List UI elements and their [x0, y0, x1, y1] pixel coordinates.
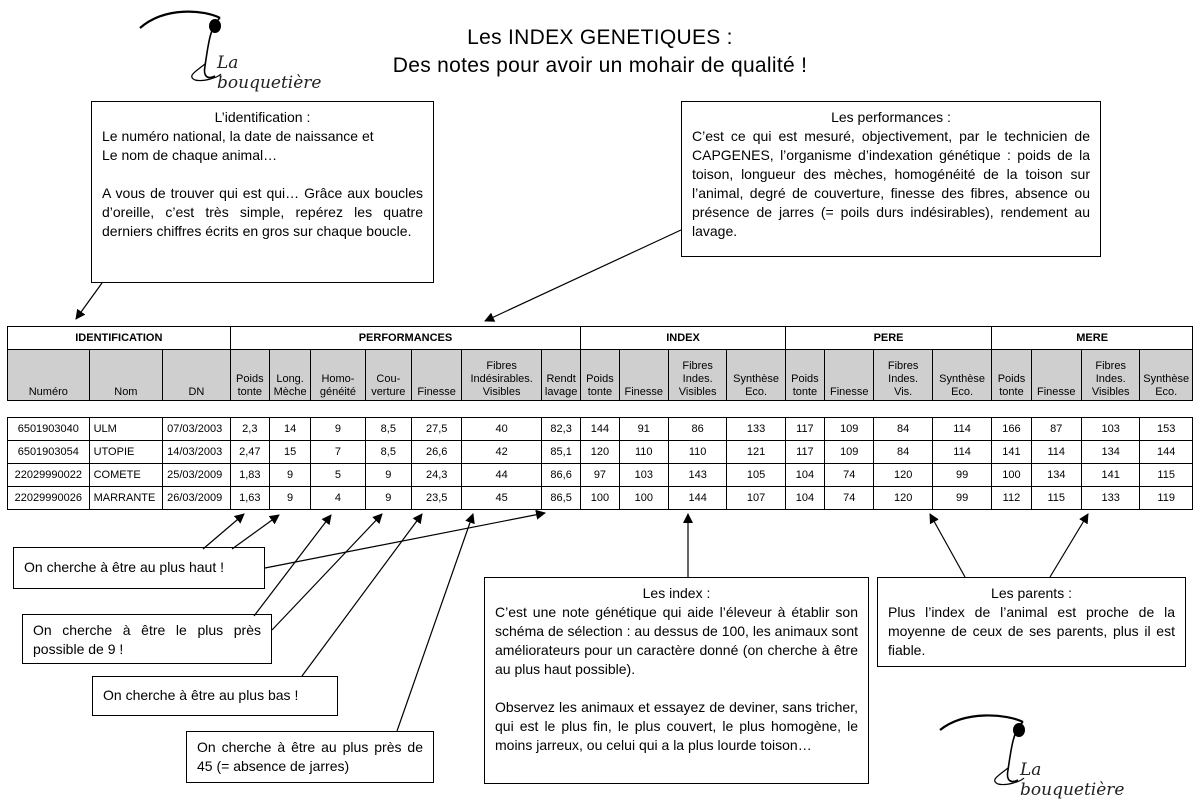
arrow-couverture	[272, 514, 382, 630]
table-cell: 114	[932, 441, 991, 464]
subheader-line: Fibres	[887, 360, 919, 372]
table-cell: 110	[668, 441, 726, 464]
table-cell: 9	[365, 487, 411, 510]
table-cell: 40	[462, 418, 542, 441]
table-cell: 112	[992, 487, 1031, 510]
table-cell: 14/03/2003	[163, 441, 231, 464]
table-cell: 7	[311, 441, 365, 464]
table-cell: 27,5	[411, 418, 461, 441]
table-cell: 74	[825, 464, 874, 487]
page-title: Les INDEX GENETIQUES :	[467, 26, 733, 49]
table-cell: 24,3	[411, 464, 461, 487]
table-cell: 120	[874, 464, 932, 487]
table-cell: 144	[668, 487, 726, 510]
table-cell: 134	[1031, 464, 1081, 487]
arrow-rendt-lavage	[265, 513, 545, 568]
table-cell: 99	[932, 487, 991, 510]
arrow-fibres	[397, 514, 473, 731]
logo-text-top: La bouquetière	[217, 53, 322, 93]
identification-title: L’identification :	[214, 109, 311, 125]
subheader-line: Vis.	[894, 386, 913, 398]
table-cell: 141	[1081, 464, 1139, 487]
table-cell: 45	[462, 487, 542, 510]
table-cell: 109	[825, 441, 874, 464]
table-cell: 114	[1031, 441, 1081, 464]
table-cell: 86,6	[541, 464, 580, 487]
table-cell: 25/03/2009	[163, 464, 231, 487]
subheader-line: verture	[371, 386, 406, 398]
group-performances: PERFORMANCES	[230, 327, 581, 350]
table-cell: 153	[1140, 418, 1193, 441]
arrow-poids-tonte	[203, 514, 244, 549]
table-cell: 121	[727, 441, 785, 464]
table-cell: UTOPIE	[89, 441, 163, 464]
table-cell: 9	[365, 464, 411, 487]
subheader-line: tonte	[237, 386, 263, 398]
table-cell: 104	[785, 464, 824, 487]
table-cell: 103	[1081, 418, 1139, 441]
table-cell: 166	[992, 418, 1031, 441]
table-cell: 1,63	[230, 487, 269, 510]
callout-plus-haut: On cherche à être au plus haut !	[13, 547, 265, 589]
callout-pres-45-text: On cherche à être au plus près de 45 (= absence de jarres)	[197, 739, 423, 774]
index-para2: Observez les animaux et essayez de deviner, sans tricher, qui est le plus fin, le plus couvert, le plus homogène, le moins jarreux, ou celui qui a la plus lourde toison…	[495, 699, 858, 753]
subheader-line: Poids	[997, 373, 1026, 385]
table-cell: 141	[992, 441, 1031, 464]
table-cell: 100	[619, 487, 668, 510]
subheader-line: Cou-	[376, 373, 401, 385]
identification-line1: Le numéro national, la date de naissance et	[102, 128, 374, 144]
table-cell: 143	[668, 464, 726, 487]
table-cell: COMETE	[89, 464, 163, 487]
subheader-line: tonte	[999, 386, 1024, 398]
subheader-line: généité	[319, 386, 356, 398]
parents-title: Les parents :	[991, 585, 1072, 601]
table-cell: 100	[992, 464, 1031, 487]
table-cell: 9	[269, 487, 310, 510]
table-cell: 105	[727, 464, 785, 487]
subheader-line: Finesse	[829, 386, 869, 398]
table-cell: 9	[311, 418, 365, 441]
table-cell: 26,6	[411, 441, 461, 464]
index-title: Les index :	[642, 585, 711, 601]
arrow-homogeneite	[254, 515, 331, 616]
subheader-line: Indes.	[1095, 373, 1126, 385]
subheader-line: Poids	[586, 373, 614, 385]
table-cell: 8,5	[365, 418, 411, 441]
table-cell: 144	[581, 418, 619, 441]
subheader-line: Nom	[114, 386, 138, 398]
table-cell: 144	[1140, 441, 1193, 464]
table-cell: 91	[619, 418, 668, 441]
table-cell: 5	[311, 464, 365, 487]
table-cell: 84	[874, 441, 932, 464]
table-cell: 86,5	[541, 487, 580, 510]
subheader-line: Finesse	[1037, 386, 1076, 398]
table-cell: 133	[727, 418, 785, 441]
subheader-line: Fibres	[486, 360, 517, 372]
subheader-line: Finesse	[417, 386, 456, 398]
table-cell: 133	[1081, 487, 1139, 510]
subheader-line: lavage	[544, 386, 578, 398]
subheader-line: Poids	[236, 373, 264, 385]
table-cell: 07/03/2003	[163, 418, 231, 441]
subheader-line: Long.	[276, 373, 304, 385]
index-para1: C’est une note génétique qui aide l’éleveur à établir son schéma de sélection : au dessus de 100, les animaux sont améliorateurs pour un caractère donné (on cherche à être au plus haut possible).	[495, 604, 858, 677]
table-cell: 134	[1081, 441, 1139, 464]
table-cell: 15	[269, 441, 310, 464]
table-cell: 22029990022	[8, 464, 90, 487]
table-cell: 2,3	[230, 418, 269, 441]
table-cell: 74	[825, 487, 874, 510]
arrow-performances	[485, 230, 681, 321]
arrow-pere	[930, 514, 965, 577]
table-cell: 44	[462, 464, 542, 487]
table-cell: 99	[932, 464, 991, 487]
table-cell: 97	[581, 464, 619, 487]
table-cell: 6501903040	[8, 418, 90, 441]
identification-line2: Le nom de chaque animal…	[102, 147, 278, 163]
table-cell: 117	[785, 418, 824, 441]
table-cell: 104	[785, 487, 824, 510]
table-cell: 120	[581, 441, 619, 464]
subheader-line: Visibles	[678, 386, 717, 398]
subheader-line: Eco.	[951, 386, 974, 398]
subheader-line: Eco.	[1155, 386, 1178, 398]
subheader-line: Visibles	[482, 386, 521, 398]
table-cell: MARRANTE	[89, 487, 163, 510]
identification-para2: A vous de trouver qui est qui… Grâce aux boucles d’oreille, c’est très simple, repérez les quatre derniers chiffres écrits en gros sur chaque boucle.	[102, 185, 423, 239]
subheader-line: Indes.	[888, 373, 919, 385]
arrow-identification	[76, 283, 102, 319]
table-cell: 23,5	[411, 487, 461, 510]
table-cell: 6501903054	[8, 441, 90, 464]
subheader-line: Numéro	[28, 386, 68, 398]
subheader-line: Indes.	[682, 373, 713, 385]
table-cell: 115	[1140, 464, 1193, 487]
table-cell: ULM	[89, 418, 163, 441]
arrow-finesse	[302, 514, 422, 676]
subheader-line: Synthèse	[939, 373, 986, 385]
subheader-line: Fibres	[682, 360, 713, 372]
table-cell: 103	[619, 464, 668, 487]
group-index: INDEX	[581, 327, 785, 350]
subheader-line: Mèche	[273, 386, 307, 398]
subheader-line: tonte	[792, 386, 818, 398]
group-pere: PERE	[785, 327, 992, 350]
subheader-line: Synthèse	[733, 373, 779, 385]
performances-title: Les performances :	[831, 109, 951, 125]
callout-pres-9-text: On cherche à être le plus près possible de 9 !	[33, 622, 261, 657]
group-identification: IDENTIFICATION	[8, 327, 231, 350]
subheader-line: tonte	[587, 386, 613, 398]
subheader-line: Rendt	[546, 373, 576, 385]
arrow-mere	[1050, 514, 1088, 577]
subheader-line: Finesse	[624, 386, 664, 398]
callout-plus-bas: On cherche à être au plus bas !	[92, 676, 338, 716]
group-mere: MERE	[992, 327, 1193, 350]
table-cell: 82,3	[541, 418, 580, 441]
subheader-line: Indésirables.	[470, 373, 533, 385]
table-cell: 4	[311, 487, 365, 510]
subheader-line: Synthèse	[1143, 373, 1190, 385]
table-cell: 42	[462, 441, 542, 464]
page-subtitle: Des notes pour avoir un mohair de qualité !	[392, 54, 808, 77]
subheader-line: Eco.	[745, 386, 768, 398]
table-cell: 87	[1031, 418, 1081, 441]
table-cell: 119	[1140, 487, 1193, 510]
table-cell: 86	[668, 418, 726, 441]
table-cell: 117	[785, 441, 824, 464]
arrow-long-meche	[232, 515, 279, 549]
subheader-line: Fibres	[1095, 360, 1126, 372]
table-cell: 2,47	[230, 441, 269, 464]
logo-text-bottom: La bouquetière	[1020, 760, 1125, 800]
table-cell: 107	[727, 487, 785, 510]
parents-text: Plus l’index de l’animal est proche de la moyenne de ceux de ses parents, plus il est fiable.	[888, 604, 1175, 658]
table-cell: 14	[269, 418, 310, 441]
subheader-line: Homo-	[321, 373, 355, 385]
table-cell: 109	[825, 418, 874, 441]
table-cell: 114	[932, 418, 991, 441]
table-cell: 9	[269, 464, 310, 487]
performances-text: C’est ce qui est mesuré, objectivement, par le technicien de CAPGENES, l’organisme d’indexation génétique : poids de la toison, longueur des mèches, homogénéité de la toison sur l’animal, degré de couverture, finesse des fibres, absence ou présence de jarres (= poils durs indésirables), rendement au lavage.	[692, 128, 1090, 239]
subheader-line: Poids	[791, 373, 819, 385]
subheader-line: Visibles	[1091, 386, 1130, 398]
table-cell: 120	[874, 487, 932, 510]
table-cell: 115	[1031, 487, 1081, 510]
table-cell: 84	[874, 418, 932, 441]
table-cell: 8,5	[365, 441, 411, 464]
table-cell: 110	[619, 441, 668, 464]
table-cell: 1,83	[230, 464, 269, 487]
table-cell: 100	[581, 487, 619, 510]
table-cell: 85,1	[541, 441, 580, 464]
subheader-line: DN	[188, 386, 205, 398]
table-cell: 22029990026	[8, 487, 90, 510]
table-cell: 26/03/2009	[163, 487, 231, 510]
